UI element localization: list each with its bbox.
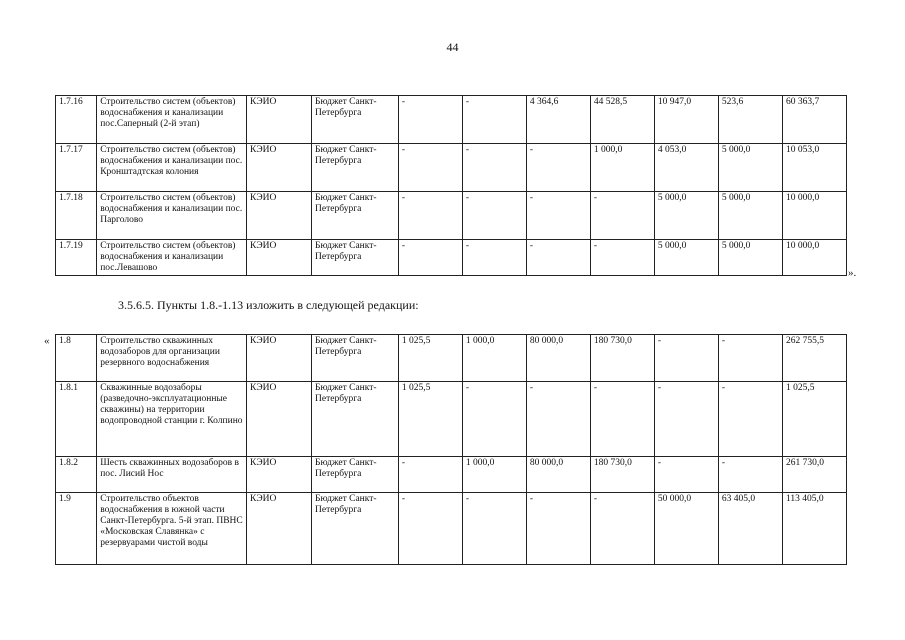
executor: КЭИО	[246, 457, 311, 493]
value-cell: 10 947,0	[654, 96, 718, 144]
executor: КЭИО	[246, 240, 311, 276]
value-cell: 44 528,5	[590, 96, 654, 144]
value-cell: 4 364,6	[526, 96, 590, 144]
value-cell: -	[462, 144, 526, 192]
item-number: 1.8.2	[56, 457, 97, 493]
value-cell: -	[654, 335, 718, 382]
value-cell: 5 000,0	[718, 240, 782, 276]
item-name: Строительство систем (объектов) водоснабжения и канализации пос. Парголово	[97, 192, 247, 240]
amendment-paragraph: 3.5.6.5. Пункты 1.8.-1.13 изложить в следующей редакции:	[118, 298, 419, 312]
table-row	[56, 144, 847, 192]
program-table-1	[55, 95, 847, 276]
value-cell: -	[398, 96, 462, 144]
value-cell: -	[526, 144, 590, 192]
item-name: Строительство систем (объектов) водоснабжения и канализации пос. Кронштадтская колония	[97, 144, 247, 192]
value-cell: -	[654, 382, 718, 457]
item-number: 1.7.19	[56, 240, 97, 276]
value-cell: -	[526, 240, 590, 276]
value-cell: -	[398, 493, 462, 565]
value-cell: 1 000,0	[590, 144, 654, 192]
table-row	[56, 96, 847, 144]
value-cell: -	[398, 457, 462, 493]
value-cell: -	[590, 240, 654, 276]
item-name: Скважинные водозаборы (разведочно-эксплуатационные скважины) на территории водопроводной станции г. Колпино	[97, 382, 247, 457]
value-cell: 5 000,0	[654, 192, 718, 240]
value-cell: -	[398, 192, 462, 240]
value-cell: -	[526, 192, 590, 240]
total-cell: 113 405,0	[782, 493, 846, 565]
executor: КЭИО	[246, 493, 311, 565]
executor: КЭИО	[246, 144, 311, 192]
funding-source: Бюджет Санкт-Петербурга	[312, 96, 399, 144]
table-row	[56, 382, 847, 457]
value-cell: -	[654, 457, 718, 493]
value-cell: 5 000,0	[654, 240, 718, 276]
item-number: 1.8.1	[56, 382, 97, 457]
value-cell: -	[462, 96, 526, 144]
funding-source: Бюджет Санкт-Петербурга	[312, 192, 399, 240]
value-cell: 80 000,0	[526, 457, 590, 493]
total-cell: 262 755,5	[782, 335, 846, 382]
executor: КЭИО	[246, 96, 311, 144]
item-name: Строительство систем (объектов) водоснабжения и канализации пос.Саперный (2-й этап)	[97, 96, 247, 144]
item-number: 1.8	[56, 335, 97, 382]
total-cell: 261 730,0	[782, 457, 846, 493]
table-row	[56, 192, 847, 240]
total-cell: 10 053,0	[782, 144, 846, 192]
executor: КЭИО	[246, 335, 311, 382]
item-name: Строительство скважинных водозаборов для организации резервного водоснабжения	[97, 335, 247, 382]
funding-source: Бюджет Санкт-Петербурга	[312, 240, 399, 276]
value-cell: -	[718, 382, 782, 457]
value-cell: -	[462, 382, 526, 457]
funding-source: Бюджет Санкт-Петербурга	[312, 382, 399, 457]
value-cell: 1 025,5	[398, 382, 462, 457]
funding-source: Бюджет Санкт-Петербурга	[312, 493, 399, 565]
page-number: 44	[446, 40, 459, 54]
item-name: Строительство систем (объектов) водоснабжения и канализации пос.Левашово	[97, 240, 247, 276]
program-table-2	[55, 334, 847, 565]
item-number: 1.7.17	[56, 144, 97, 192]
value-cell: 1 000,0	[462, 457, 526, 493]
funding-source: Бюджет Санкт-Петербурга	[312, 457, 399, 493]
table-row	[56, 457, 847, 493]
value-cell: -	[462, 493, 526, 565]
value-cell: 180 730,0	[590, 457, 654, 493]
value-cell: -	[526, 493, 590, 565]
value-cell: -	[718, 335, 782, 382]
value-cell: 4 053,0	[654, 144, 718, 192]
value-cell: 63 405,0	[718, 493, 782, 565]
value-cell: -	[718, 457, 782, 493]
table-row	[56, 240, 847, 276]
closing-quote: ».	[848, 267, 857, 279]
executor: КЭИО	[246, 192, 311, 240]
value-cell: -	[398, 240, 462, 276]
value-cell: 1 025,5	[398, 335, 462, 382]
value-cell: -	[526, 382, 590, 457]
item-number: 1.9	[56, 493, 97, 565]
item-number: 1.7.16	[56, 96, 97, 144]
total-cell: 1 025,5	[782, 382, 846, 457]
funding-source: Бюджет Санкт-Петербурга	[312, 144, 399, 192]
value-cell: 80 000,0	[526, 335, 590, 382]
item-name: Шесть скважинных водозаборов в пос. Лисий Нос	[97, 457, 247, 493]
value-cell: 1 000,0	[462, 335, 526, 382]
total-cell: 60 363,7	[782, 96, 846, 144]
value-cell: -	[398, 144, 462, 192]
value-cell: 180 730,0	[590, 335, 654, 382]
total-cell: 10 000,0	[782, 240, 846, 276]
value-cell: 523,6	[718, 96, 782, 144]
table-row	[56, 493, 847, 565]
item-number: 1.7.18	[56, 192, 97, 240]
funding-source: Бюджет Санкт-Петербурга	[312, 335, 399, 382]
total-cell: 10 000,0	[782, 192, 846, 240]
value-cell: -	[590, 192, 654, 240]
value-cell: -	[462, 240, 526, 276]
value-cell: -	[590, 382, 654, 457]
executor: КЭИО	[246, 382, 311, 457]
value-cell: 5 000,0	[718, 144, 782, 192]
value-cell: 5 000,0	[718, 192, 782, 240]
value-cell: -	[462, 192, 526, 240]
value-cell: 50 000,0	[654, 493, 718, 565]
table-row	[56, 335, 847, 382]
item-name: Строительство объектов водоснабжения в южной части Санкт-Петербурга. 5-й этап. ПВНС «Московская Славянка» с резервуарами чистой воды	[97, 493, 247, 565]
opening-quote: «	[44, 335, 50, 347]
value-cell: -	[590, 493, 654, 565]
